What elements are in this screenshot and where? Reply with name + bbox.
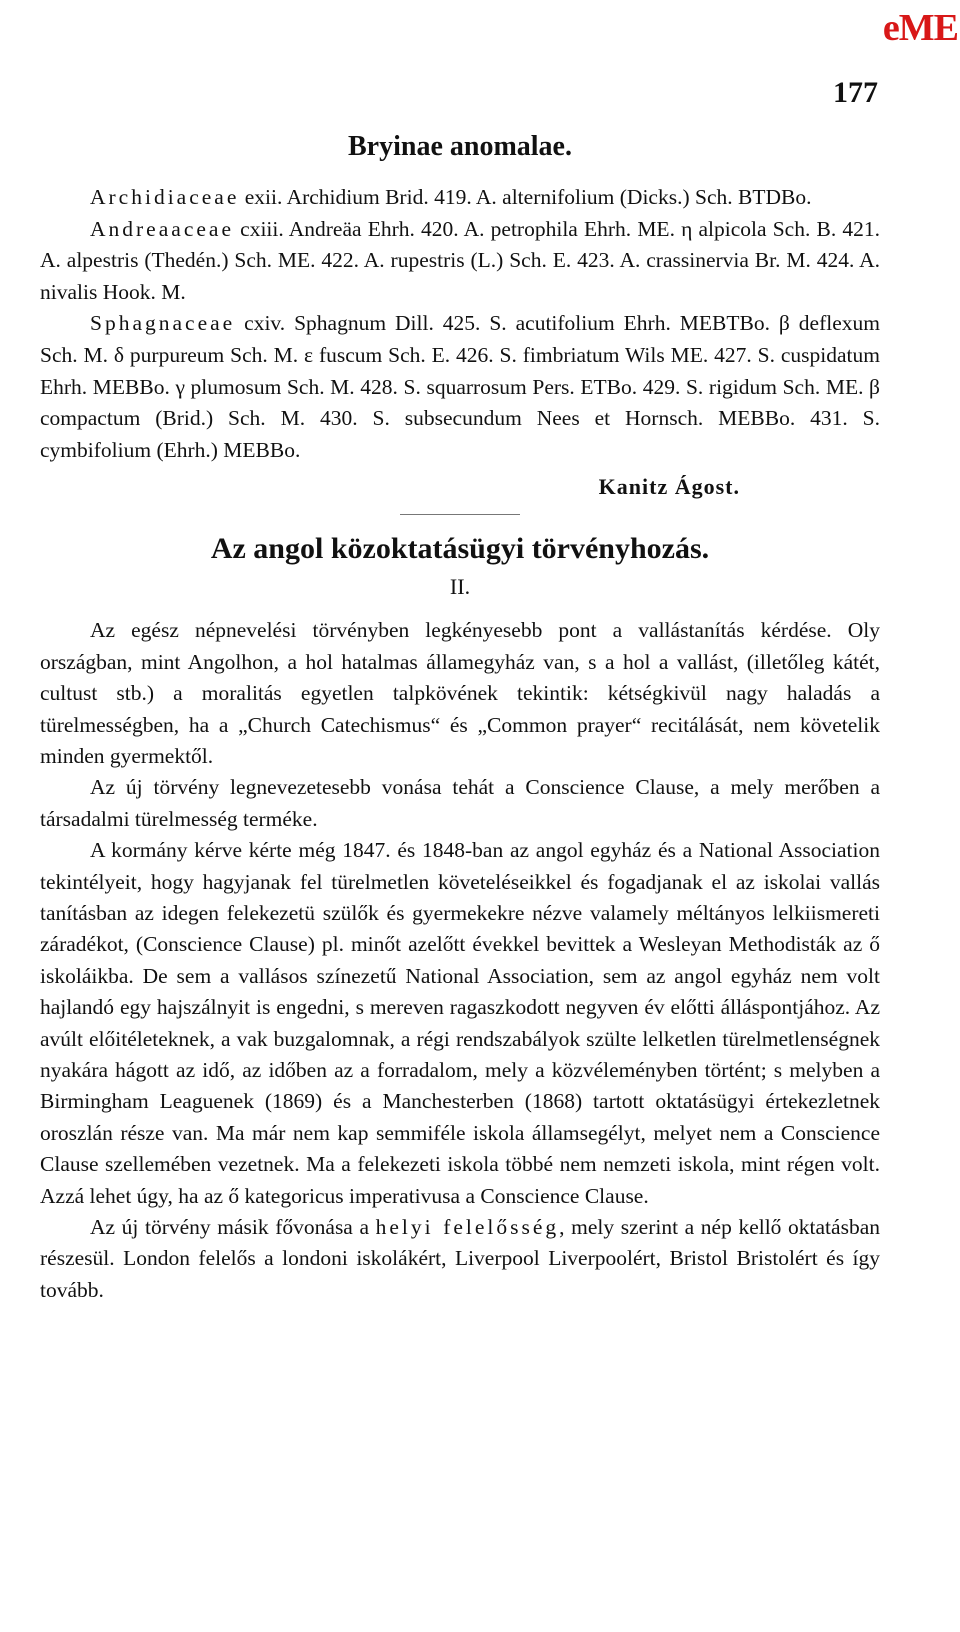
logo: eME (882, 7, 958, 49)
part-number: II. (449, 574, 471, 600)
paragraph-text: cxiv. Sphagnum Dill. 425. S. acutifolium Ehrh. MEBTBo. β deflexum Sch. M. δ purpureum Sch. M. ε fuscum Sch. E. 426. S. fimbriatum Wils ME. 427. S. cuspidatum Ehrh. MEBBo. γ plumosum Sch. M. 428. S. squarrosum Pers. ETBo. 429. S. rigidum Sch. ME. β compactum (Brid.) Sch. M. 430. S. subsecundum Nees et Hornsch. MEBBo. 431. S. cymbifolium (Ehrh.) MEBBo. (40, 311, 880, 462)
author-signature: Kanitz Ágost. (598, 474, 740, 500)
paragraph-text: cxiii. Andreäa Ehrh. 420. A. petrophila Ehrh. ME. η alpicola Sch. B. 421. A. alpestris (Thedén.) Sch. ME. 422. A. rupestris (L.) Sch. E. 423. A. crassinervia Br. M. 424. A. nivalis Hook. M. (40, 216, 880, 304)
family-name: Archidiaceae (90, 185, 240, 209)
family-name: Sphagnaceae (90, 311, 236, 336)
section-title-bryinae: Bryinae anomalae. (348, 131, 572, 162)
section-divider (400, 514, 520, 515)
paragraph: Az új törvény legnevezetesebb vonása tehát a Conscience Clause, a mely merőben a társadalmi türelmesség terméke. (40, 775, 880, 831)
paragraph: A kormány kérve kérte még 1847. és 1848-ban az angol egyház és a National Association tekintélyeit, hogy hagyjanak fel türelmetlen követeléseikkel és fogadjanak el az iskolai vallás tanításban az idegen felekezetü szülők és gyermekekre nézve valamely méltányos lelkiismereti záradékot, (Conscience Clause) pl. minőt azelőtt évekkel bevittek a Wesleyan Methodisták az ő iskoláikba. De sem a vallásos színezetű National Association, sem az angol egyház nem volt hajlandó egy hajszálnyit is engedni, s mereven ragaszkodott negyven év előtti álláspontjához. Az avúlt előitéleteknek, a vak buzgalomnak, a régi rendszabályok szülte lelketlen türelmetlenségnek nyakára hágott az idő, az időben az a forradalom, mely a közvéleményben történt; s melyben a Birmingham Leaguenek (1869) és a Manchesterben (1868) tartott oktatásügyi értekezletnek oroszlán része van. Ma már nem kap semmiféle iskola államsegélyt, melyet nem a Conscience Clause szellemében vezetnek. Ma a felekezeti iskola többé nem nemzeti iskola, mint régen volt. Azzá lehet úgy, ha az ő kategoricus imperativusa a Conscience Clause. (40, 838, 880, 1208)
paragraph-archidiaceae (40, 182, 880, 214)
emphasized-term: helyi felelősség (375, 1215, 560, 1240)
paragraph-text: , mely szerint a nép kellő oktatásban részesül. London felelős a londoni iskolákért, Liverpool Liverpoolért, Bristol Bristolért és így tovább. (40, 1215, 880, 1302)
paragraph-text: exii. Archidium Brid. 419. A. alternifolium (Dicks.) Sch. BTDBo. (239, 185, 812, 209)
paragraph-andreaaceae (40, 214, 880, 309)
paragraph-text: Az új törvény másik fővonása a (90, 1215, 376, 1240)
paragraph: Az egész népnevelési törvényben legkényesebb pont a vallástanítás kérdése. Oly országban, mint Angolhon, a hol hatalmas államegyház van, s a hol a vallást, (illetőleg kátét, cultust stb.) a moralitás egyetlen talpkövének tekintik: kétségkivül nagy haladás a türelmességben, ha a „Church Catechismus“ és „Common prayer“ recitálását, nem követelik minden gyermektől. (40, 618, 880, 768)
paragraph-sphagnaceae (40, 308, 880, 466)
paragraph (40, 1212, 880, 1306)
page-body (40, 130, 880, 1306)
family-name: Andreaaceae (90, 216, 234, 241)
article-body (40, 615, 880, 1306)
section-title-education: Az angol közoktatásügyi törvényhozás. (210, 532, 710, 566)
page-number: 177 (833, 76, 878, 109)
